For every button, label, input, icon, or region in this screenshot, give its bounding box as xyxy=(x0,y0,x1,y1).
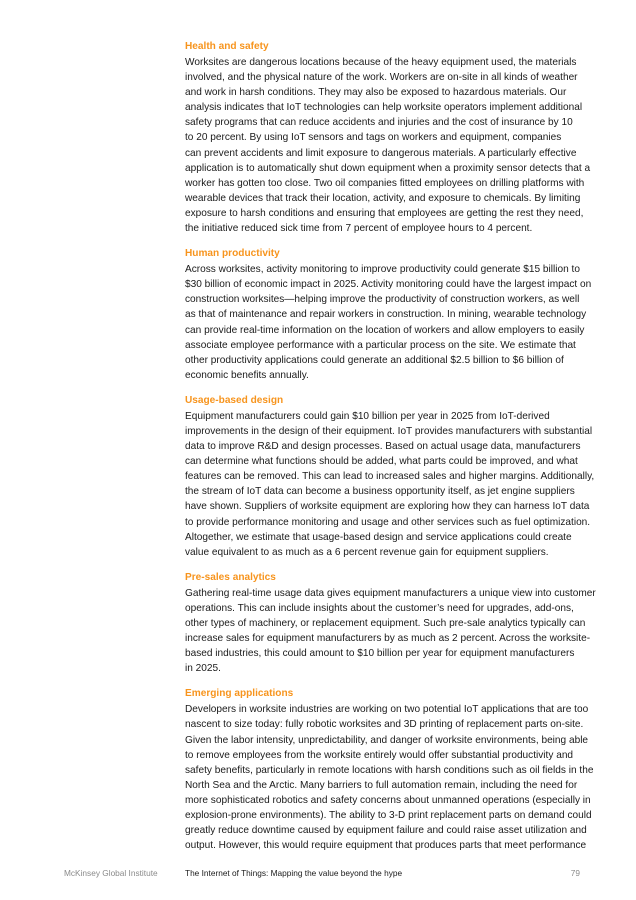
section-heading: Health and safety xyxy=(185,41,269,52)
body-line: safety programs that can reduce accidents and injuries and the cost of insurance by 10 xyxy=(185,117,573,129)
body-line: and work in harsh conditions. They may also be exposed to hazardous materials. Our xyxy=(185,87,567,99)
body-line: application is to automatically shut down equipment when a proximity sensor detects that a xyxy=(185,162,591,174)
section-body xyxy=(185,262,593,383)
body-line: to provide performance monitoring and usage and other services such as fuel optimization. xyxy=(185,516,591,528)
body-line: value equivalent to as much as a 6 percent revenue gain for equipment suppliers. xyxy=(185,546,549,558)
body-line: output. However, this would require equipment that produces parts that meet performance xyxy=(185,840,587,852)
body-line: wearable devices that track their location, activity, and exposure to chemicals. By limiting xyxy=(185,192,581,204)
body-line: Given the labor intensity, unpredictability, and danger of worksite environments, being able xyxy=(185,734,589,746)
body-line: more sophisticated robotics and safety concerns about unmanned operations (especially in xyxy=(185,794,591,806)
body-line: Gathering real-time usage data gives equipment manufacturers a unique view into customer xyxy=(185,587,596,599)
body-line: Worksites are dangerous locations because of the heavy equipment used, the materials xyxy=(185,57,577,68)
footer-document-title: The Internet of Things: Mapping the value beyond the hype xyxy=(185,868,403,878)
page-number: 79 xyxy=(570,868,580,878)
footer-organization: McKinsey Global Institute xyxy=(64,868,158,878)
body-line: exposure to harsh conditions and ensuring that employees are getting the rest they need, xyxy=(185,207,584,219)
body-line: features can be removed. This can lead to increased sales and higher margins. Additionally, xyxy=(185,471,595,483)
page-content xyxy=(185,40,596,864)
body-line: Altogether, we estimate that usage-based design and service applications could create xyxy=(185,531,572,543)
body-line: worker has gotten too close. Two oil companies fitted employees on drilling platforms with xyxy=(185,177,585,189)
section-body xyxy=(185,586,596,677)
body-line: as that of maintenance and repair workers in construction. In mining, wearable technology xyxy=(185,309,587,321)
body-line: nascent to size today: fully robotic worksites and 3D printing of replacement parts on-site. xyxy=(185,719,584,731)
body-line: operations. This can include insights about the customer’s need for upgrades, add-ons, xyxy=(185,602,574,614)
body-line: Developers in worksite industries are working on two potential IoT applications that are too xyxy=(185,704,589,716)
body-line: data to improve R&D and design processes. Based on actual usage data, manufacturers xyxy=(185,441,581,453)
body-line: other productivity applications could generate an additional $2.5 billion to $6 billion of xyxy=(185,354,564,366)
body-line: $30 billion of economic impact in 2025. Activity monitoring could have the largest impact on xyxy=(185,279,592,291)
body-line: Across worksites, activity monitoring to improve productivity could generate $15 billion to xyxy=(185,264,580,276)
body-line: can provide real-time information on the location of workers and allow employers to easily xyxy=(185,324,585,336)
body-line: to remove employees from the worksite entirely would offer substantial productivity and xyxy=(185,749,574,761)
section-heading: Usage-based design xyxy=(185,394,284,406)
body-line: greatly reduce downtime caused by equipment failure and could raise asset utilization and xyxy=(185,825,587,837)
section-body xyxy=(185,702,593,853)
section-health-and-safety xyxy=(185,40,593,236)
body-line: other types of machinery, or replacement equipment. Such pre-sale analytics typically can xyxy=(185,618,586,629)
body-line: economic benefits annually. xyxy=(185,369,309,381)
section-pre-sales-analytics xyxy=(185,571,596,677)
body-line: can determine what functions should be added, what parts could be improved, and what xyxy=(185,456,578,468)
section-human-productivity xyxy=(185,247,593,383)
body-line: to 20 percent. By using IoT sensors and tags on workers and equipment, companies xyxy=(185,132,562,144)
body-line: associate employee performance with a particular process on the site. We estimate that xyxy=(185,339,576,351)
body-line: in 2025. xyxy=(185,663,221,675)
body-line: the initiative reduced sick time from 7 percent of employee hours to 4 percent. xyxy=(185,223,533,235)
section-body xyxy=(185,409,593,560)
body-line: explosion-prone environments). The ability to 3-D print replacement parts on demand could xyxy=(185,810,592,822)
body-line: analysis indicates that IoT technologies can help worksite operators implement additional xyxy=(185,102,583,114)
body-line: improvements in the design of their equipment. IoT provides manufacturers with substantial xyxy=(185,425,593,437)
section-body xyxy=(185,55,593,236)
section-heading: Human productivity xyxy=(185,248,280,260)
body-line: have shown. Suppliers of worksite equipment are exploring how they can harness IoT data xyxy=(185,501,590,513)
section-heading: Pre-sales analytics xyxy=(185,571,276,583)
section-usage-based-design xyxy=(185,394,593,560)
body-line: North Sea and the Arctic. Many barriers to full automation remain, including the need for xyxy=(185,779,578,791)
body-line: based industries, this could amount to $10 billion per year for equipment manufacturers xyxy=(185,648,575,660)
page-footer xyxy=(0,866,636,880)
body-line: involved, and the physical nature of the work. Workers are on-site in all kinds of weather xyxy=(185,72,578,84)
body-line: the stream of IoT data can become a business opportunity itself, as jet engine suppliers xyxy=(185,486,575,498)
body-line: construction worksites—helping improve the productivity of construction workers, as well xyxy=(185,294,580,306)
section-emerging-applications xyxy=(185,687,593,853)
body-line: safety benefits, particularly in remote locations with harsh conditions such as oil fields in the xyxy=(185,764,594,776)
body-line: can prevent accidents and limit exposure to dangerous materials. A particularly effective xyxy=(185,147,577,159)
body-line: Equipment manufacturers could gain $10 billion per year in 2025 from IoT-derived xyxy=(185,410,550,422)
body-line: increase sales for equipment manufacturers by as much as 2 percent. Across the worksite- xyxy=(185,633,591,645)
section-heading: Emerging applications xyxy=(185,688,294,700)
